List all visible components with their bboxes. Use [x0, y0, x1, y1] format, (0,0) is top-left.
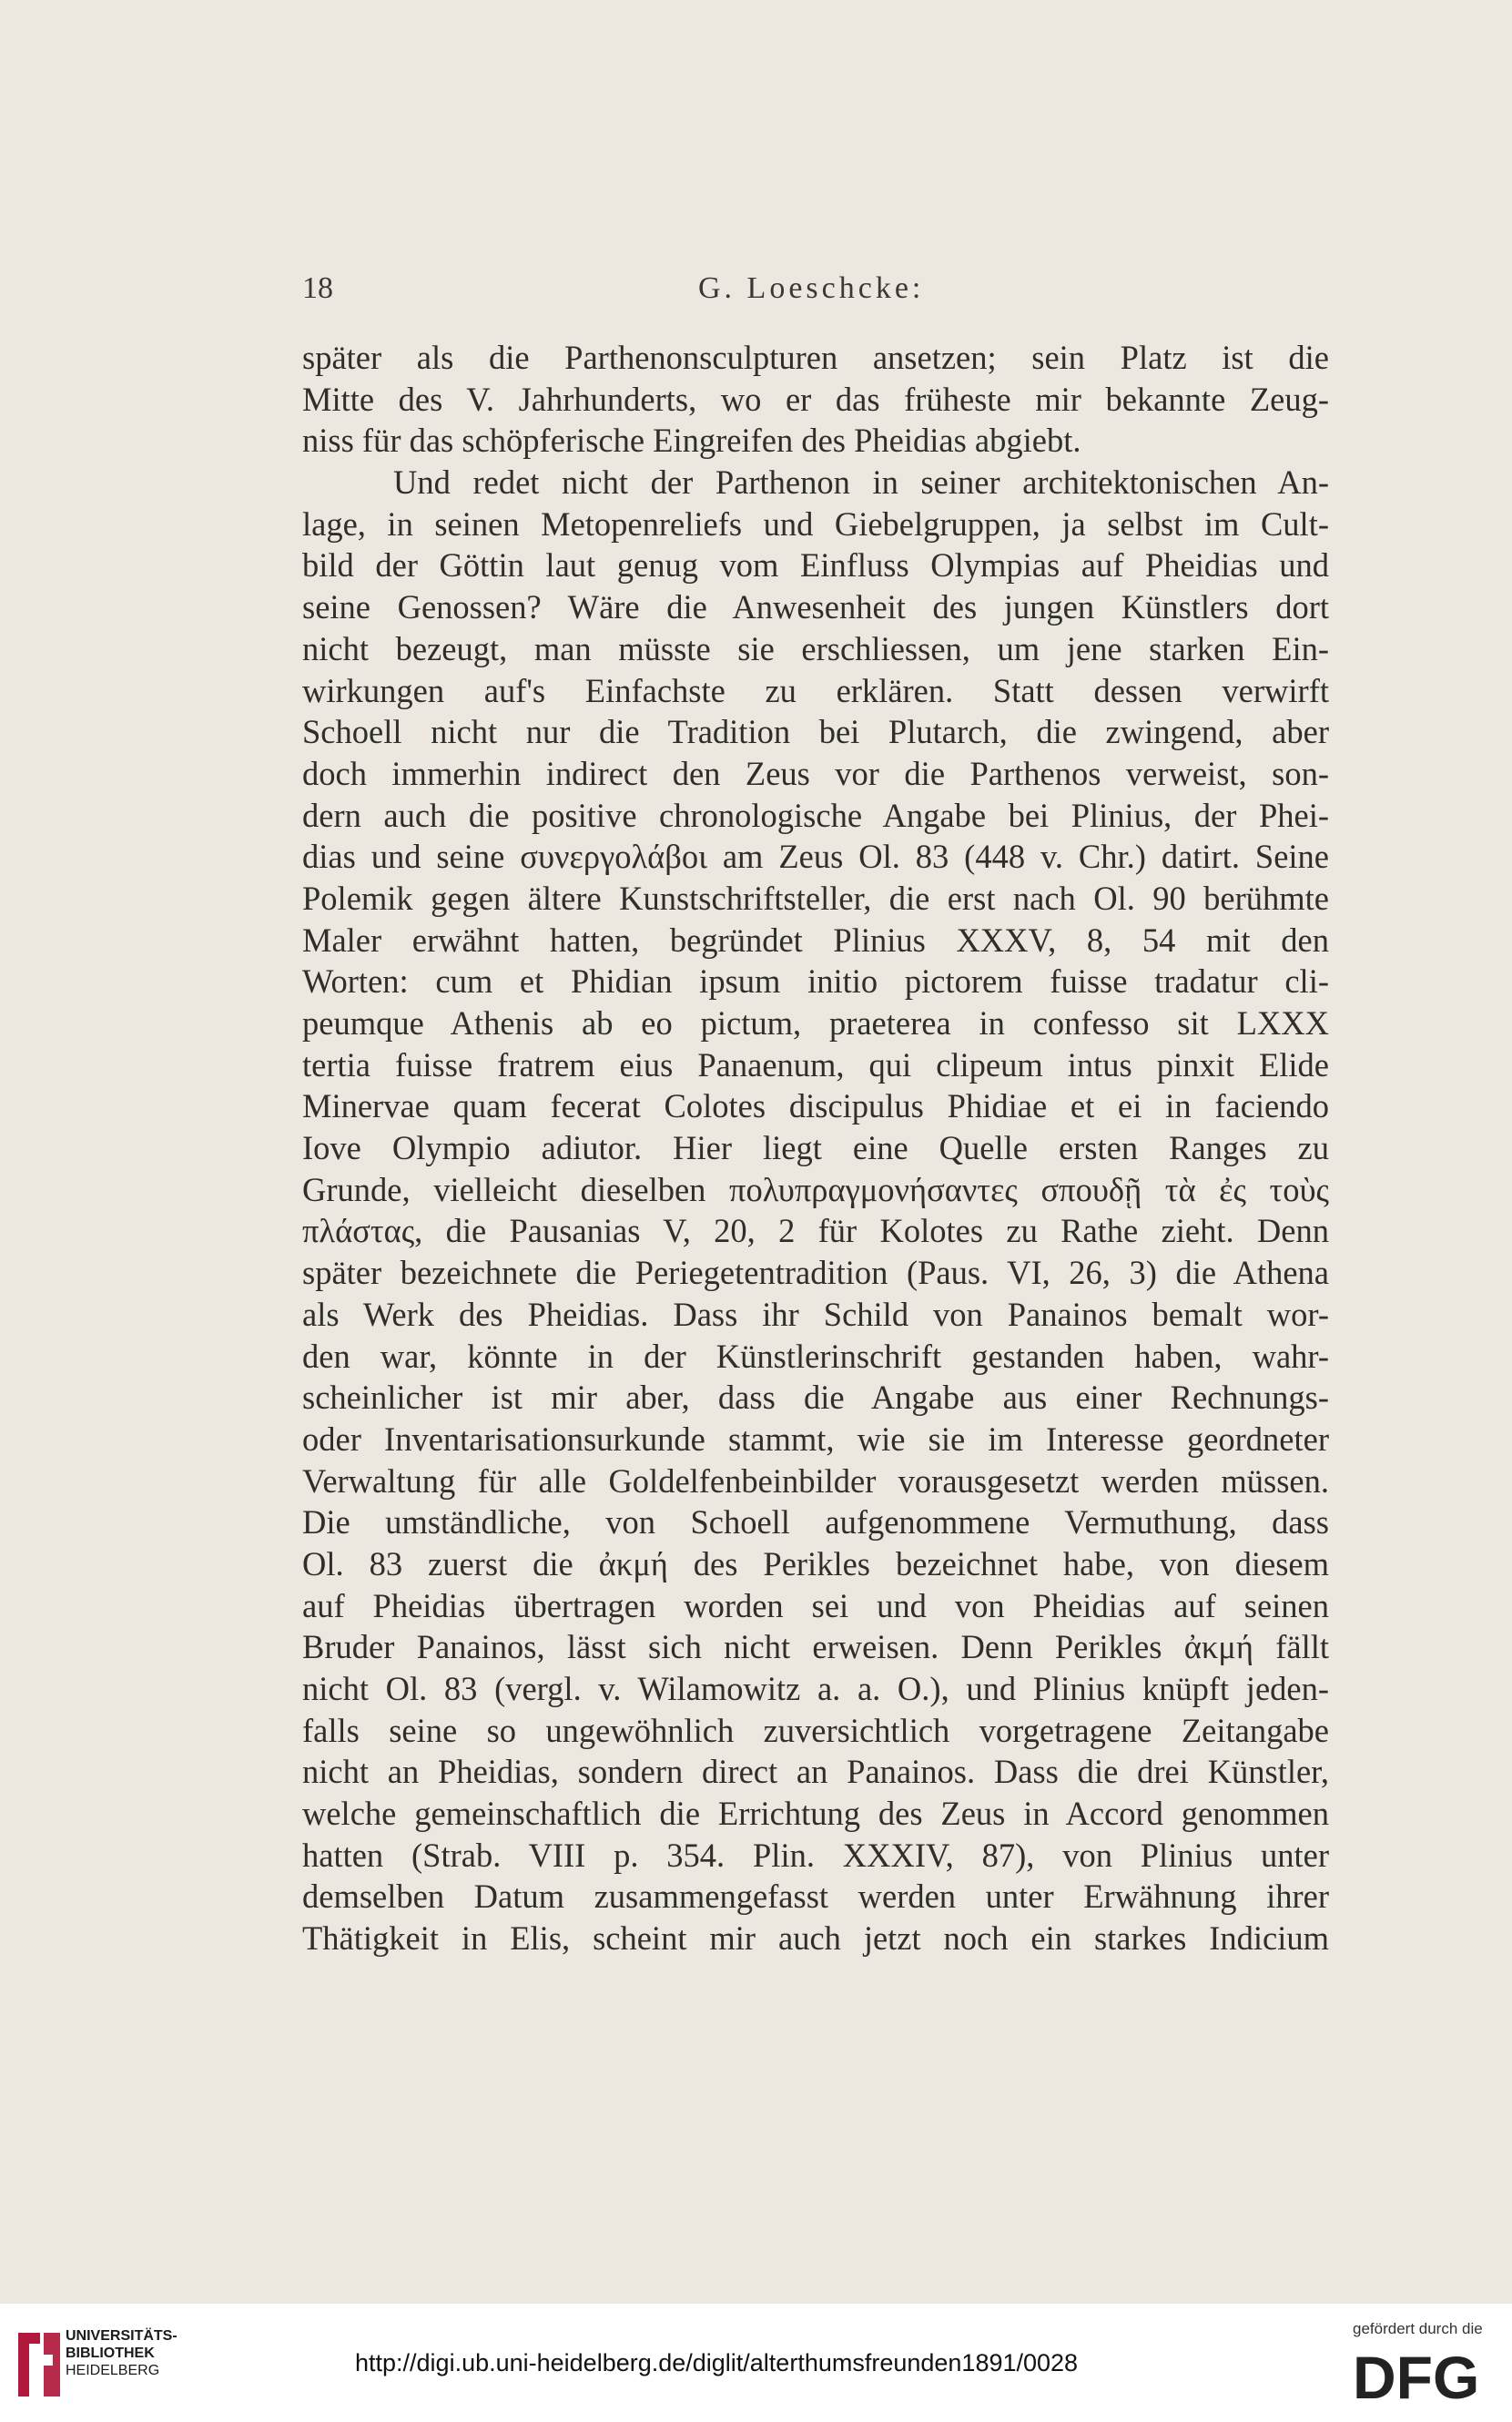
text-line: Maler erwähnt hatten, begründet Plinius XXXV, 8, 54 mit den: [302, 921, 1329, 959]
text-line: Mitte des V. Jahrhunderts, wo er das früheste mir bekannte Zeug-: [302, 380, 1329, 418]
text-line: seine Genossen? Wäre die Anwesenheit des jungen Künstlers dort: [302, 588, 1329, 626]
university-library-name: [66, 2327, 178, 2379]
text-line: hatten (Strab. VIII p. 354. Plin. XXXIV, 87), von Plinius unter: [302, 1836, 1329, 1874]
text-line: Und redet nicht der Parthenon in seiner architektonischen An-: [393, 463, 1329, 502]
funded-by-label: gefördert durch die: [1353, 2320, 1483, 2337]
text-line: als Werk des Pheidias. Dass ihr Schild von Panainos bemalt wor-: [302, 1295, 1329, 1333]
text-line: bild der Göttin laut genug vom Einfluss Olympias auf Pheidias und: [302, 546, 1329, 585]
text-line: Bruder Panainos, lässt sich nicht erweisen. Denn Perikles ἀκμή fällt: [302, 1628, 1329, 1666]
library-name-line: UNIVERSITÄTS-: [66, 2328, 178, 2344]
text-line: später als die Parthenonsculpturen ansetzen; sein Platz ist die: [302, 339, 1329, 376]
text-line: Schoell nicht nur die Tradition bei Plutarch, die zwingend, aber: [302, 713, 1329, 751]
running-head: [302, 271, 1331, 317]
text-line: Ol. 83 zuerst die ἀκμή des Perikles bezeichnet habe, von diesem: [302, 1544, 1329, 1582]
text-line: niss für das schöpferische Eingreifen des Pheidias abgiebt.: [302, 422, 1081, 460]
body-text: [302, 337, 1329, 1959]
text-line: den war, könnte in der Künstlerinschrift gestanden haben, wahr-: [302, 1337, 1329, 1375]
text-line: welche gemeinschaftlich die Errichtung des Zeus in Accord genommen: [302, 1795, 1329, 1833]
text-line: nicht Ol. 83 (vergl. v. Wilamowitz a. a. O.), und Plinius knüpft jeden-: [302, 1670, 1329, 1707]
text-line: oder Inventarisationsurkunde stammt, wie sie im Interesse geordneter: [302, 1420, 1329, 1458]
text-line: πλάστας, die Pausanias V, 20, 2 für Kolotes zu Rathe zieht. Denn: [302, 1212, 1329, 1250]
text-line: auf Pheidias übertragen worden sei und von Pheidias auf seinen: [302, 1586, 1329, 1624]
text-line: peumque Athenis ab eo pictum, praeterea in confesso sit LXXX: [302, 1004, 1329, 1042]
dfg-logo-icon: [1351, 2346, 1501, 2404]
text-line: nicht bezeugt, man müsste sie erschliessen, um jene starken Ein-: [302, 629, 1329, 667]
text-line: Verwaltung für alle Goldelfenbeinbilder vorausgesetzt werden müssen.: [302, 1461, 1329, 1500]
text-line: wirkungen auf's Einfachste zu erklären. Statt dessen verwirft: [302, 671, 1329, 709]
text-line: dias und seine συνεργολάβοι am Zeus Ol. 83 (448 v. Chr.) datirt. Seine: [302, 838, 1329, 876]
text-line: tertia fuisse fratrem eius Panaenum, qui clipeum intus pinxit Elide: [302, 1045, 1329, 1084]
text-line: Die umständliche, von Schoell aufgenommene Vermuthung, dass: [302, 1503, 1329, 1542]
text-line: dern auch die positive chronologische Angabe bei Plinius, der Phei-: [302, 796, 1329, 834]
text-line: scheinlicher ist mir aber, dass die Angabe aus einer Rechnungs-: [302, 1379, 1329, 1417]
library-name-line: HEIDELBERG: [66, 2363, 160, 2378]
footer-bar: [0, 2304, 1512, 2422]
text-line: falls seine so ungewöhnlich zuversichtlich vorgetragene Zeitangabe: [302, 1711, 1329, 1749]
text-line: Minervae quam fecerat Colotes discipulus Phidiae et ei in faciendo: [302, 1087, 1329, 1125]
text-line: Grunde, vielleicht dieselben πολυπραγμονήσαντες σπουδῇ τὰ ἐς τοὺς: [302, 1170, 1329, 1208]
permalink-url[interactable]: http://digi.ub.uni-heidelberg.de/diglit/alterthumsfreunden1891/0028: [355, 2349, 1079, 2376]
text-line: doch immerhin indirect den Zeus vor die Parthenos verweist, son-: [302, 754, 1329, 792]
page-number: 18: [302, 271, 333, 305]
text-line: Worten: cum et Phidian ipsum initio pictorem fuisse tradatur cli-: [302, 962, 1329, 1001]
library-name-line: BIBLIOTHEK: [66, 2346, 155, 2361]
text-line: Polemik gegen ältere Kunstschriftsteller, die erst nach Ol. 90 berühmte: [302, 879, 1329, 917]
text-line: später bezeichnete die Periegetentradition (Paus. VI, 26, 3) die Athena: [302, 1254, 1329, 1292]
text-line: lage, in seinen Metopenreliefs und Giebelgruppen, ja selbst im Cult-: [302, 504, 1329, 543]
text-line: Iove Olympio adiutor. Hier liegt eine Quelle ersten Ranges zu: [302, 1129, 1329, 1167]
running-title: G. Loeschcke:: [698, 271, 925, 305]
text-line: demselben Datum zusammengefasst werden unter Erwähnung ihrer: [302, 1878, 1329, 1916]
text-line: nicht an Pheidias, sondern direct an Panainos. Dass die drei Künstler,: [302, 1753, 1329, 1791]
text-line: Thätigkeit in Elis, scheint mir auch jetzt noch ein starkes Indicium: [302, 1919, 1329, 1958]
dfg-logo-text: DFG: [1353, 2346, 1480, 2404]
